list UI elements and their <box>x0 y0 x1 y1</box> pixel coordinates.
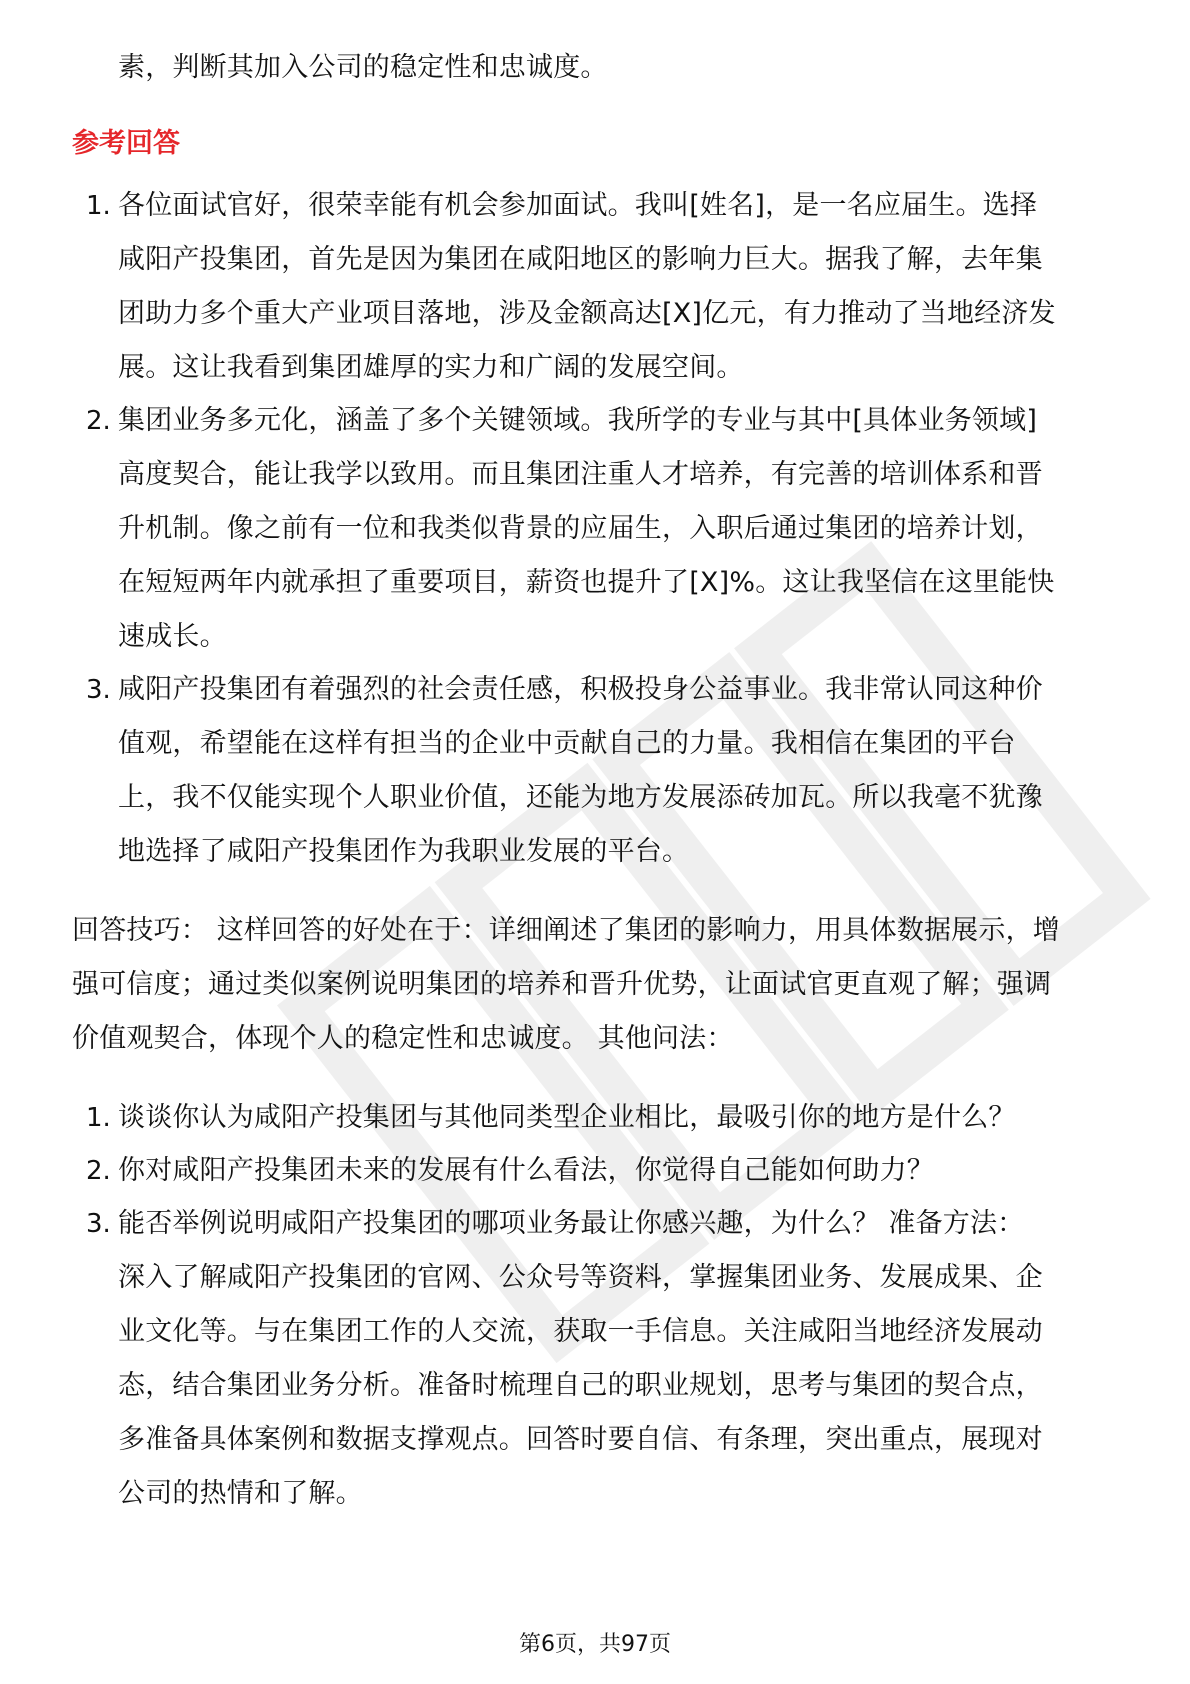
answer-2-line: 升机制。像之前有一位和我类似背景的应届生，入职后通过集团的培养计划， <box>118 513 1043 544</box>
answer-1-line: 展。这让我看到集团雄厚的实力和广阔的发展空间。 <box>118 352 744 383</box>
question-2-number: 2. <box>86 1156 111 1186</box>
answer-3-line: 咸阳产投集团有着强烈的社会责任感，积极投身公益事业。我非常认同这种价 <box>118 674 1043 705</box>
answer-1-line: 团助力多个重大产业项目落地，涉及金额高达[X]亿元，有力推动了当地经济发 <box>118 298 1056 329</box>
question-1-number: 1. <box>86 1103 111 1133</box>
answer-3-line: 值观，希望能在这样有担当的企业中贡献自己的力量。我相信在集团的平台 <box>118 728 1016 759</box>
answer-1-line: 各位面试官好，很荣幸能有机会参加面试。我叫[姓名]，是一名应届生。选择 <box>118 190 1038 221</box>
answer-2-line: 集团业务多元化，涵盖了多个关键领域。我所学的专业与其中[具体业务领域] <box>118 405 1038 436</box>
question-3-line: 能否举例说明咸阳产投集团的哪项业务最让你感兴趣，为什么？ 准备方法： <box>118 1208 1025 1239</box>
question-3-line: 多准备具体案例和数据支撑观点。回答时要自信、有条理，突出重点，展现对 <box>118 1424 1043 1455</box>
answer-2-line: 在短短两年内就承担了重要项目，薪资也提升了[X]%。这让我坚信在这里能快 <box>118 567 1055 598</box>
tips-line: 回答技巧： 这样回答的好处在于：详细阐述了集团的影响力，用具体数据展示，增 <box>72 915 1060 946</box>
intro-line: 素，判断其加入公司的稳定性和忠诚度。 <box>118 52 608 83</box>
question-3-line: 公司的热情和了解。 <box>118 1478 363 1509</box>
answer-1-number: 1. <box>86 191 111 221</box>
tips-line: 价值观契合，体现个人的稳定性和忠诚度。 其他问法： <box>72 1023 734 1054</box>
answer-2-line: 高度契合，能让我学以致用。而且集团注重人才培养，有完善的培训体系和晋 <box>118 459 1043 490</box>
answer-3-number: 3. <box>86 675 111 705</box>
page-footer: 第6页，共97页 <box>519 1632 671 1657</box>
answer-2-line: 速成长。 <box>118 621 227 652</box>
answer-1-line: 咸阳产投集团，首先是因为集团在咸阳地区的影响力巨大。据我了解，去年集 <box>118 244 1043 275</box>
tips-line: 强可信度；通过类似案例说明集团的培养和晋升优势，让面试官更直观了解；强调 <box>72 969 1052 1000</box>
section-heading: 参考回答 <box>72 128 180 159</box>
question-3-line: 业文化等。与在集团工作的人交流，获取一手信息。关注咸阳当地经济发展动 <box>118 1316 1043 1347</box>
question-1-line: 谈谈你认为咸阳产投集团与其他同类型企业相比，最吸引你的地方是什么？ <box>118 1102 1016 1133</box>
question-2-line: 你对咸阳产投集团未来的发展有什么看法，你觉得自己能如何助力？ <box>118 1155 934 1186</box>
question-3-line: 深入了解咸阳产投集团的官网、公众号等资料，掌握集团业务、发展成果、企 <box>118 1262 1043 1293</box>
question-3-number: 3. <box>86 1209 111 1239</box>
answer-3-line: 地选择了咸阳产投集团作为我职业发展的平台。 <box>118 836 690 867</box>
answer-3-line: 上，我不仅能实现个人职业价值，还能为地方发展添砖加瓦。所以我毫不犹豫 <box>118 782 1043 813</box>
answer-2-number: 2. <box>86 406 111 436</box>
question-3-line: 态，结合集团业务分析。准备时梳理自己的职业规划，思考与集团的契合点， <box>118 1370 1043 1401</box>
